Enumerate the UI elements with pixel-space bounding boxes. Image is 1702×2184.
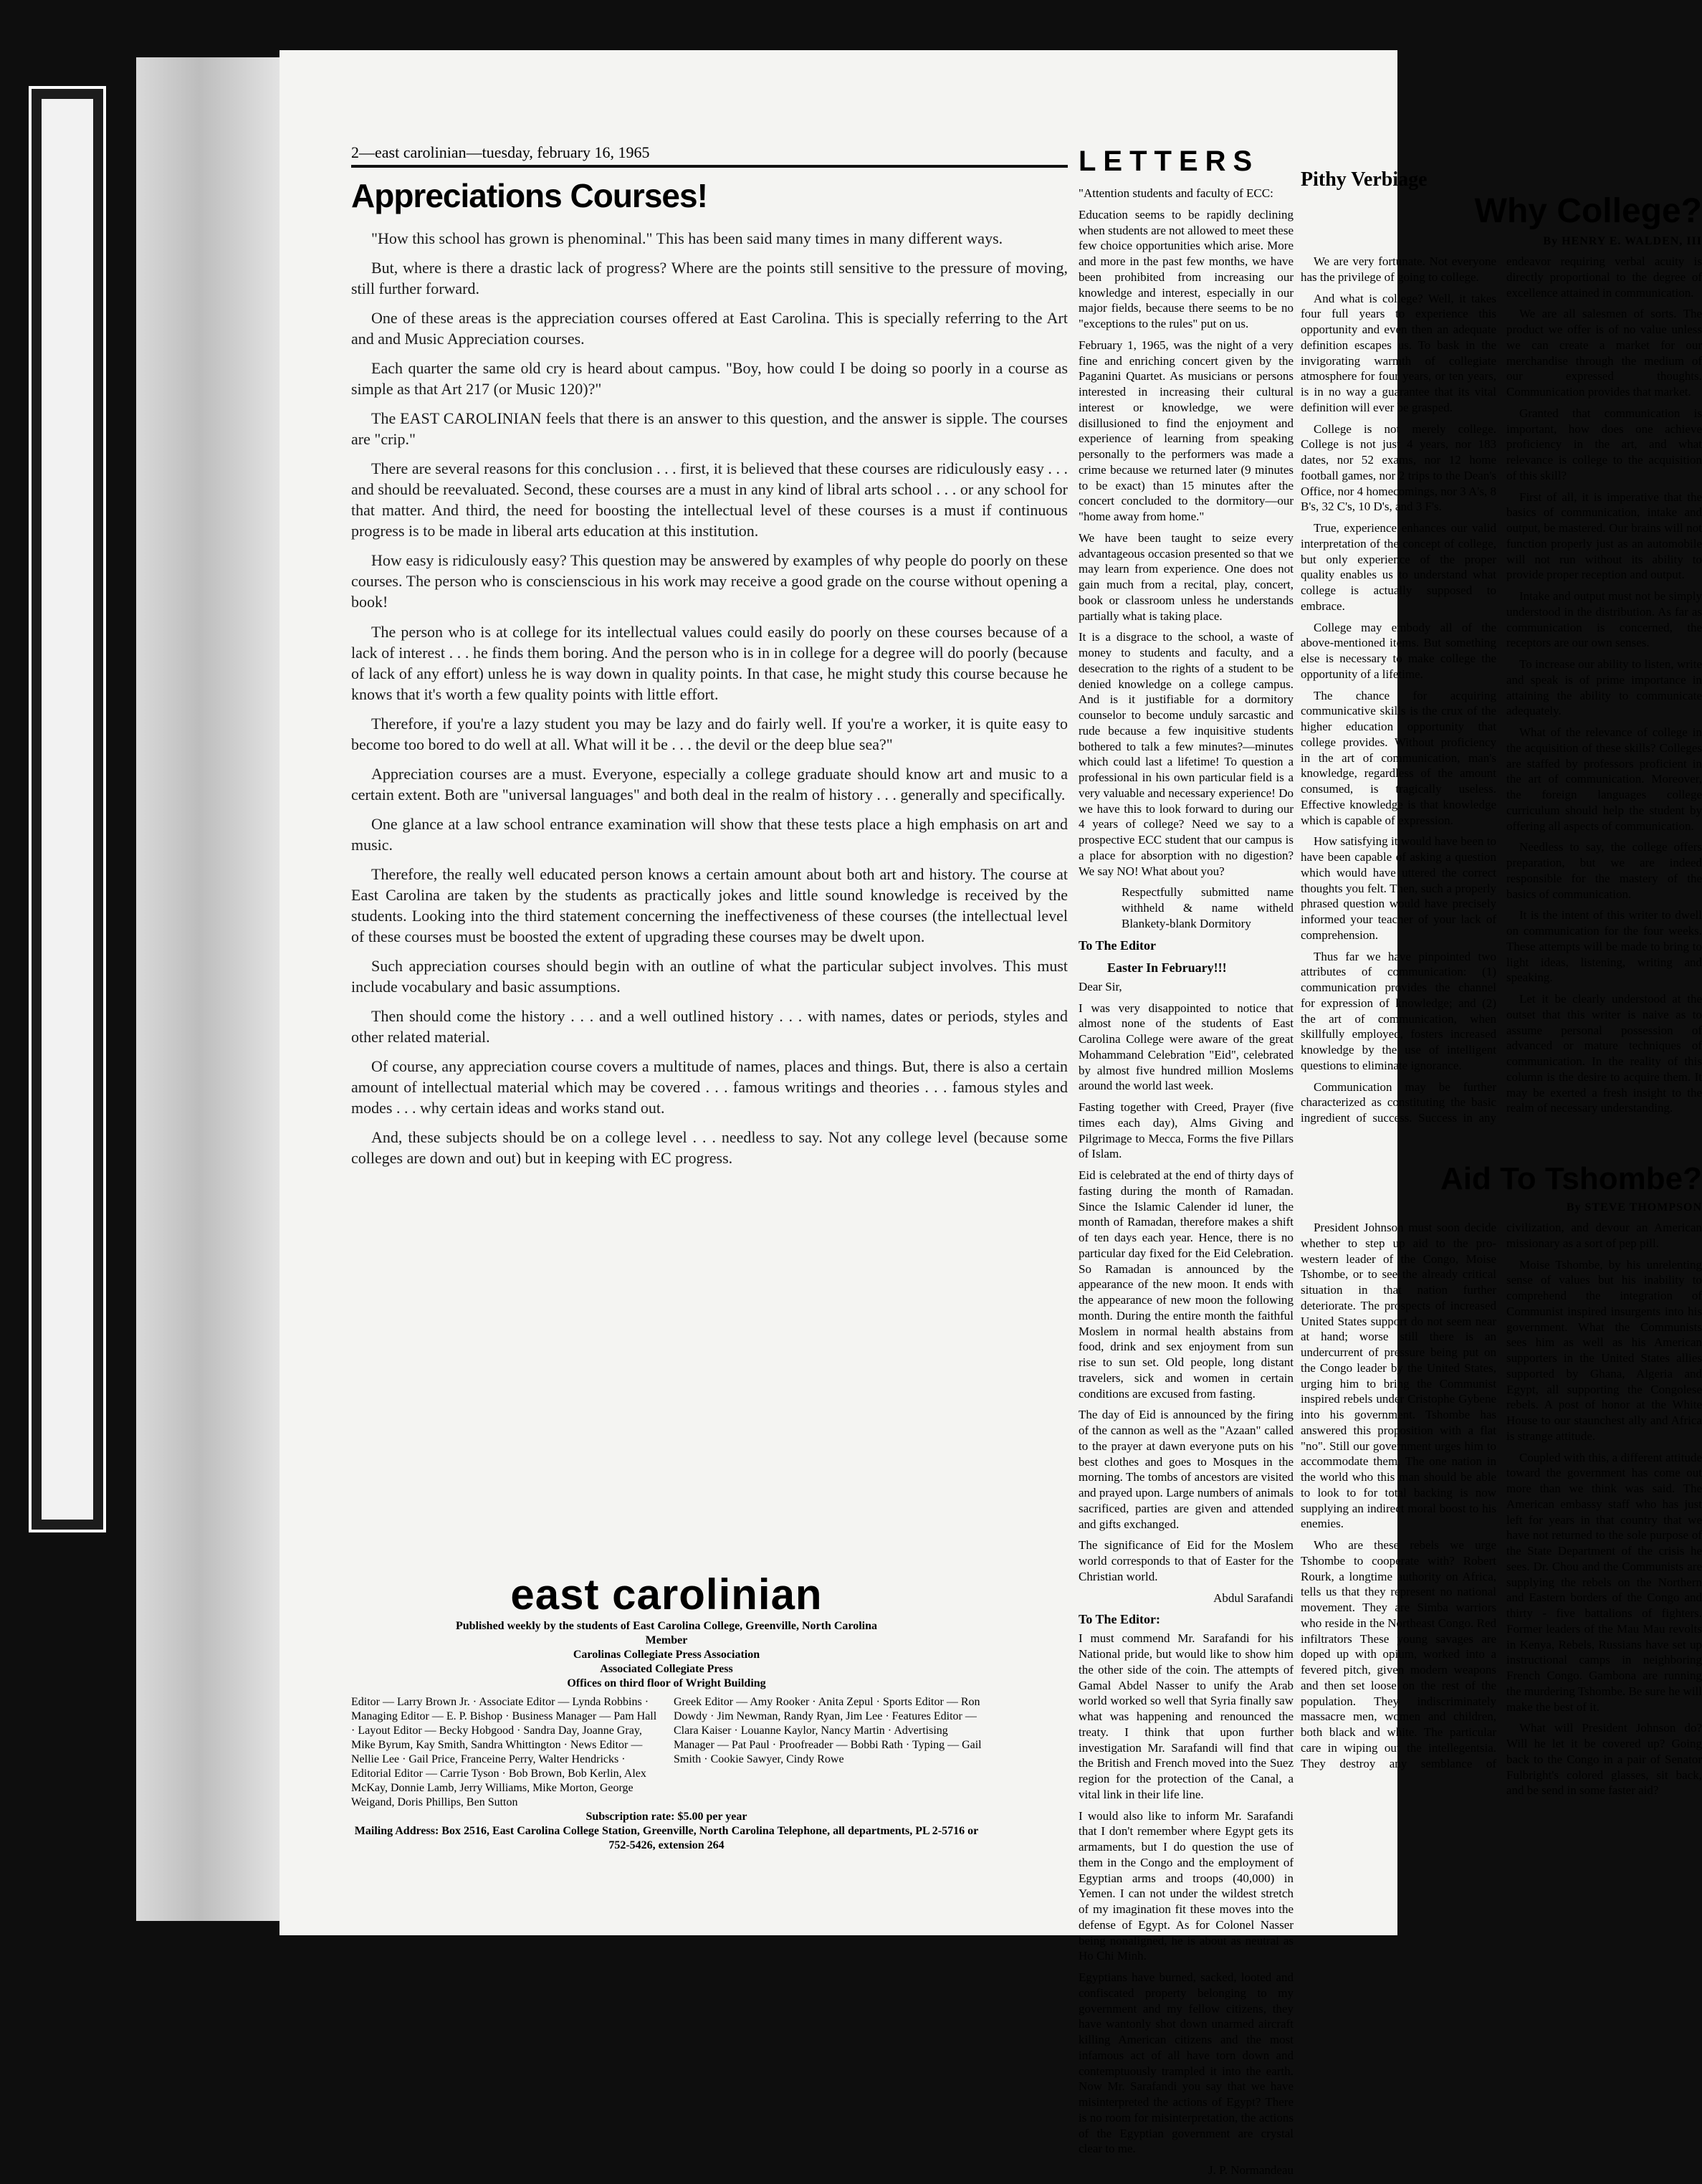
editorial-body	[351, 228, 1068, 1168]
masthead	[351, 1570, 982, 1853]
letter-signature: J. P. Normandeau	[1208, 2163, 1294, 2178]
masthead-offices: Offices on third floor of Wright Building	[567, 1677, 766, 1689]
letter-paragraph: It is a disgrace to the school, a waste of money to students and faculty, and a desecration to the rights of a student to be denied knowledge on a college campus. And is it justifiable for a dormitory counselor to become unduly sarcastic and rude because a few inquisitive students bothered to talk a few minutes?—minutes which could last a lifetime! To question a professional in his own particular field is a very valuable and necessary experience! Do we have this to look forward to during our 4 years of college? Need we say to a prospective ECC student that our campus is a place for absorption with no digestion? We say NO! What about you?	[1079, 630, 1294, 878]
editorial-paragraph: The EAST CAROLINIAN feels that there is an answer to this question, and the answer is sipple. The courses are "crip."	[351, 409, 1068, 449]
editorial-paragraph: Therefore, if you're a lazy student you may be lazy and do fairly well. If you're a worker, it is quite easy to become too bored to do well at all. What will it be . . . the devil or the deep blue sea?"	[351, 714, 1068, 753]
letter-paragraph: Dear Sir,	[1079, 979, 1122, 993]
article-paragraph: True, experience enhances our valid interpretation of the concept of college, but only experience of the proper quality enables us to understand what college is actually supposed to embrace.	[1301, 521, 1496, 613]
editorial-paragraph: And, these subjects should be on a college level . . . needless to say. Not any college level (because some colleges are down and out) but in keeping with EC progress.	[351, 1128, 1068, 1168]
binder-spine	[29, 86, 106, 1532]
article-paragraph: Let it be clearly understood at the outset that this writer is naive as to assume personal possession of advanced or mature techniques of communication. In the reality of this column is the desire to acquire them. It may be exerted a fresh insight to the realm of necessary understanding.	[1506, 992, 1702, 1115]
letter-subheading: Easter In February!!!	[1107, 960, 1227, 975]
editorial-paragraph: But, where is there a drastic lack of progress? Where are the points still sensitive to the pressure of moving, still further forward.	[351, 259, 1068, 298]
article-paragraph: College is not merely college. College is not just 4 years, nor 183 dates, nor 52 exams, nor 12 home football games, nor 2 trips to the Dean's Office, nor 4 homecomings, nor 3 A's, 8 B's, 32 C's, 10 D's, and 3 F's.	[1301, 421, 1496, 514]
editorial-paragraph: Such appreciation courses should begin with an outline of what the particular subject involves. This must include vocabulary and basic assumptions.	[351, 956, 1068, 996]
article-paragraph: Granted that communication is important, how does one achieve proficiency in the art, and what relevance is college to the acquisition of this skill?	[1506, 406, 1702, 482]
letter-paragraph: I was very disappointed to notice that almost none of the students of East Carolina College were aware of the great Mohammand Celebration "Eid", celebrated by almost five hundred million Moslems around the world last week.	[1079, 1001, 1294, 1093]
article-paragraph: Coupled with this, a different attitude toward the government has come out more than we think was said. The American embassy staff who has just left for years in that country that we have not returned to the sole purpose of the State Department of the crisis he sees. Dr. Chou and the Communists are supplying the rebels on the Northern and Eastern borders of the Congo and thirty - five battalions of fighters. Former leaders of the Mau Mau revolts in Kenya, Rebels, Russians have set up instructional camps in neighboring French Congo. Gambona are running the murdering Tshombe. Be sure he will make the best of it.	[1506, 1450, 1702, 1714]
aid-headline: Aid To Tshombe?	[1440, 1161, 1702, 1196]
mailing-address: Mailing Address: Box 2516, East Carolina College Station, Greenville, North Carolina Telephone, all departments, PL 2-5716 or 752-5426, extension 264	[354, 1825, 979, 1851]
volume-page-edges	[136, 57, 294, 1921]
letters-column	[1079, 143, 1294, 2184]
letter-paragraph: Eid is celebrated at the end of thirty days of fasting during the month of Ramadan. Since the Islamic Calender id luner, the month of Ramadan, therefore makes a shift of ten days each year. Hence, there is no particular day fixed for the Eid Celebration. So Ramadan is announced by the appearance of the new moon. It ends with the appearance of new moon the following month. During the entire month the faithful Moslem in normal health abstains from food, drink and sex enjoyment from sun rise to sun set. Old people, long distant travelers, sick and women in certain conditions are excused from fasting.	[1079, 1168, 1294, 1401]
staff-list-left: Editor — Larry Brown Jr. · Associate Editor — Lynda Robbins · Managing Editor — E. P. Bishop · Business Manager — Pam Hall · Layout Editor — Becky Hobgood · Sandra Day, Joanne Gray, Mike Byrum, Kay Smith, Sandra Whittington · News Editor — Nellie Lee · Gail Price, Franceine Perry, Walter Hendricks · Editorial Editor — Carrie Tyson · Bob Brown, Bob Kerlin, Alex McKay, Donnie Lamb, Jerry Williams, Mike Morton, George Weigand, Doris Phillips, Ben Sutton	[351, 1696, 657, 1808]
editorial-column	[351, 143, 1068, 1177]
editorial-paragraph: Appreciation courses are a must. Everyone, especially a college graduate should know art and music to a certain extent. Both are "universal languages" and both deal in the realm of history . . . generally and specifically.	[351, 764, 1068, 803]
article-paragraph: We are very fortunate. Not everyone has the privilege of going to college.	[1301, 254, 1496, 284]
article-paragraph: To increase our ability to listen, write and speak is of prime importance in attaining the ability to communicate adequately.	[1506, 657, 1702, 718]
letter-heading: To The Editor:	[1079, 1612, 1161, 1627]
editorial-paragraph: One of these areas is the appreciation courses offered at East Carolina. This is specially referring to the Art and and Music Appreciation courses.	[351, 309, 1068, 348]
page-folio: 2—east carolinian—tuesday, february 16, 1965	[351, 143, 1068, 168]
editorial-paragraph: Each quarter the same old cry is heard about campus. "Boy, how could I be doing so poorly in a course as simple as that Art 217 (or Music 120)?"	[351, 359, 1068, 399]
editorial-paragraph: Then should come the history . . . and a well outlined history . . . with names, dates or periods, styles and other related material.	[351, 1007, 1068, 1046]
masthead-member: Member	[645, 1634, 688, 1646]
article-paragraph: First of all, it is imperative that the basics of communication, intake and output, be mastered. Our brains will not function properly just as an automobile will not run without its ability to provide proper reception and output.	[1506, 490, 1702, 582]
aid-tshombe-article	[1301, 1161, 1702, 1798]
article-paragraph: Communication may be further characterized as constituting the basic ingredient of success. Success in any endeavor requiring verbal acuity is directly proportional to the degree of excellence attained in communication.	[1301, 254, 1702, 1125]
editorial-paragraph: How easy is ridiculously easy? This question may be answered by examples of why people do poorly on these courses. The person who is conscienscious in his work may receive a good grade on the course without opening a book!	[351, 551, 1068, 611]
article-paragraph: What will President Johnson do? Will he let it be covered up? Going back to the Congo in a pair of Senator Fulbright's colored glasses, sit back, and be send in some faster aid?	[1506, 1721, 1702, 1798]
letter-paragraph: The significance of Eid for the Moslem world corresponds to that of Easter for the Christian world.	[1079, 1538, 1294, 1583]
article-paragraph: We are all salesmen of sorts. The product we offer is of no value unless we can create a market for our merchandise through the medium of our expressed thoughts. Communication provides that market.	[1506, 307, 1702, 399]
letter-signature: Abdul Sarafandi	[1213, 1591, 1294, 1605]
editorial-paragraph: "How this school has grown is phenominal." This has been said many times in many different ways.	[371, 229, 1003, 247]
editorial-headline: Appreciations Courses!	[351, 177, 707, 214]
newspaper-page	[279, 50, 1702, 2178]
letter-signature: Respectfully submitted name withheld & name witheld Blankety-blank Dormitory	[1122, 885, 1294, 930]
article-paragraph: College may embody all of the above-mentioned items. But something else is necessary to make college the opportunity of a lifetime.	[1301, 620, 1496, 681]
why-college-article	[1301, 168, 1702, 1126]
letters-header: LETTERS	[1079, 146, 1260, 177]
masthead-association: Associated Collegiate Press	[600, 1663, 733, 1675]
letter-heading: To The Editor	[1079, 938, 1157, 953]
letter-paragraph: Egyptians have burned, sacked, looted and confiscated property belonging to my government and my fellow citizens, they have wantonly shot down unarmed aircraft killing American citizens and the most infamous act of all have torn down and contemptuously trampled it into the earth. Now Mr. Sarafandi you say that we have misinterpreted the actions of Egypt? There is no room for misinterpretation, the actions of the Egyptian government are crystal clear to me.	[1079, 1970, 1294, 2156]
letter-paragraph: The day of Eid is announced by the firing of the cannon as well as the "Azaan" called to the prayer at dawn everyone puts on his best clothes and goes to Mosques in the morning. The tombs of ancestors are visited and prayed upon. Large numbers of animals sacrificed, parties are given and attended and gifts exchanged.	[1079, 1408, 1294, 1531]
letter-paragraph: Fasting together with Creed, Prayer (five times each day), Alms Giving and Pilgrimage to Mecca, Forms the five Pillars of Islam.	[1079, 1100, 1294, 1161]
why-college-headline: Why College?	[1474, 192, 1702, 230]
letter-paragraph: We have been taught to seize every advantageous occasion presented so that we may learn from experience. One does not gain much from a recital, play, concert, book or classroom unless he understands partially what is taking place.	[1079, 530, 1294, 623]
article-paragraph: Needless to say, the college offers preparation, but we are indeed responsible for the mastery of the basics of communication.	[1506, 840, 1702, 901]
article-paragraph: Who are these rebels we urge Tshombe to cooperate with? Robert Rourk, a longtime authority on Africa, tells us that they represent no national movement. They are Simba warriors who reside in the Northeast Congo. Red infiltrators These young savages are doped up with opium, worked into a fevered pitch, given modern weapons and then set loose on the rest of the population. They indiscriminately massacre men, women and children, both black and white. The particular care in wiping out the intellegentsia. They destroy any semblance of civilization, and devour an American missionary as a sort of pep pill.	[1301, 1221, 1702, 1770]
column-kicker: Pithy Verbiage	[1301, 168, 1428, 191]
letter-paragraph: "Attention students and faculty of ECC:	[1079, 186, 1273, 201]
editorial-paragraph: There are several reasons for this conclusion . . . first, it is believed that these courses are ridiculously easy . . . and should be reevaluated. Second, these courses are a must in any kind of libral arts school . . . or any school for that matter. And third, the need for boosting the intellectual level of these courses is a must if continuous progress is to be made in liberal arts education at this institution.	[351, 459, 1068, 540]
article-paragraph: Thus far we have pinpointed two attributes of communication: (1) communication provides the channel for expression of knowledge; and (2) the art of communication, when skillfully employed, fosters increased knowledge by the use of intelligent questions to eliminate ignorance.	[1301, 949, 1496, 1072]
article-paragraph: What of the relevance of college in the acquisition of these skills? Colleges are staffed by professors proficient in the art of communication. Moreover, the foreign languages college curriculum should help the student by offering all aspects of communication.	[1506, 725, 1702, 833]
article-paragraph: Intake and output must not be simply understood in the distribution. As far as communication is concerned, the receptors are our own senses.	[1506, 589, 1702, 650]
aid-body	[1301, 1220, 1702, 1798]
why-college-body	[1301, 254, 1702, 1126]
masthead-publication: Published weekly by the students of East Carolina College, Greenville, North Carolina	[455, 1620, 877, 1632]
staff-list-right: Greek Editor — Amy Rooker · Anita Zepul · Sports Editor — Ron Dowdy · Jim Newman, Randy Ryan, Jim Lee · Features Editor — Clara Kaiser · Louanne Kaylor, Nancy Martin · Advertising Manager — Pat Paul · Proofreader — Bobbi Rath · Typing — Gail Smith · Cookie Sawyer, Cindy Rowe	[674, 1696, 982, 1765]
letter-paragraph: I must commend Mr. Sarafandi for his National pride, but would like to show him the other side of the coin. The attempts of Gamal Abdel Nasser to unify the Arab world worked so well that Syria finally saw what was happening and renounced the treaty. I think that upon further investigation Mr. Sarafandi will find that the British and French moved into the Suez region for the protection of the Canal, a vital link in their life line.	[1079, 1631, 1294, 1801]
subscription-rate: Subscription rate: $5.00 per year	[585, 1811, 747, 1823]
editorial-paragraph: Therefore, the really well educated person knows a certain amount about both art and history. The course at East Carolina are taken by the students as practically jokes and little sound knowledge is received by the students. Looking into the third statement concerning the ineffectiveness of these courses (the intellectual level of these courses must be boosted the extent of upgrading these courses may be dwelt upon.	[351, 864, 1068, 945]
article-paragraph: President Johnson must soon decide whether to step up aid to the pro-western leader of the Congo, Moise Tshombe, or to see the already critical situation in that nation further deteriorate. The prospects of increased United States support do not seem near at hand; worse still there is an undercurrent of pressure being put on the Congo leader by the United States, urging him to bring the Communist inspired rebels under Cristophe Gybene into his government. Tshombe has answered this proposition with a flat "no". Still our government urges him to accommodate them. The one nation in the world who this man should be able to look to for total backing is now supplying an indirect moral boost to his enemies.	[1301, 1221, 1496, 1531]
masthead-association: Carolinas Collegiate Press Association	[573, 1649, 760, 1661]
masthead-title: east carolinian	[510, 1570, 823, 1618]
why-college-byline: By HENRY E. WALDEN, III	[1543, 235, 1702, 247]
editorial-paragraph: The person who is at college for its intellectual values could easily do poorly on these courses because of a lack of interest . . . he finds them boring. And the person who is in in college for a degree will do poorly (because of lack of any effort) unless he is way down in quality points. In that case, he might study this course because he knows that it's worth a few quality points with little effort.	[351, 622, 1068, 703]
editorial-paragraph: One glance at a law school entrance examination will show that these tests place a high emphasis on art and music.	[351, 814, 1068, 854]
letter-paragraph: February 1, 1965, was the night of a very fine and enriching concert given by the Paganini Quartet. As musicians or persons interested in increasing their cultural interest or knowledge, we were disillusioned to find the enjoyment and experience of learning from speaking personally to the performers was made a crime because we returned later (9 minutes to be exact) than 15 minutes after the concert concluded to the dormitory—our "home away from home."	[1079, 338, 1294, 524]
article-paragraph: Moise Tshombe, by his unrelenting sense of values but his inability to comprehend the integration of Communist inspired insurgents into his government. What the Communists sees him as well as his American supporters in the United States allies supported by Ghana, Algeria and Egypt, all supporting the Congolese rebels. A post of honor at the White House to our staunchest ally and Africa is strange attitude.	[1506, 1257, 1702, 1443]
letter-paragraph: Education seems to be rapidly declining when students are not allowed to meet these few choice opportunities which arise. More and more in the past few months, we have been prohibited from increasing our knowledge and interest, especially in our major fields, because there seems to be no "exceptions to the rules" put on us.	[1079, 207, 1294, 331]
article-paragraph: The chance for acquiring communicative skills is the crux of the higher education opportunity that college provides. Without proficiency in the art of communication, man's knowledge, regardless of the amount consumed, is tragically useless. Effective knowledge is that knowledge which is capable of expression.	[1301, 688, 1496, 827]
aid-byline: By STEVE THOMPSON	[1566, 1201, 1702, 1213]
article-paragraph: And what is college? Well, it takes four full years to experience this opportunity and even then an adequate definition escapes us. To bask in the invigorating warmth of collegiate atmosphere for four years, or ten years, is in no way a guarantee that its vital definition will ever be grasped.	[1301, 291, 1496, 414]
article-paragraph: How satisfying it would have been to have been capable of asking a question which would have uttered the correct thoughts you felt. Then, such a properly phrased question would have precisely informed your teacher of your lack of comprehension.	[1301, 834, 1496, 942]
letter-paragraph: I would also like to inform Mr. Sarafandi that I don't remember where Egypt gets its armaments, but I do question the use of them in the Congo and the employment of Egyptian arms and troops (40,000) in Yemen. I can not under the wildest stretch of my imagination fit these moves into the defense of Egypt. As for Colonel Nasser being nonaligned, he is about as neutral as Ho Chi Minh.	[1079, 1808, 1294, 1963]
editorial-paragraph: Of course, any appreciation course covers a multitude of names, places and things. But, there is also a certain amount of intellectual material which may be covered . . . famous writings and theories . . . famous styles and modes . . . why certain ideas and works stand out.	[351, 1057, 1068, 1117]
article-paragraph: It is the intent of this writer to dwell on communication for the four weeks. These attempts will be made to bring to light ideas, listening, writing and speaking.	[1506, 908, 1702, 985]
staff-box	[351, 1695, 982, 1810]
